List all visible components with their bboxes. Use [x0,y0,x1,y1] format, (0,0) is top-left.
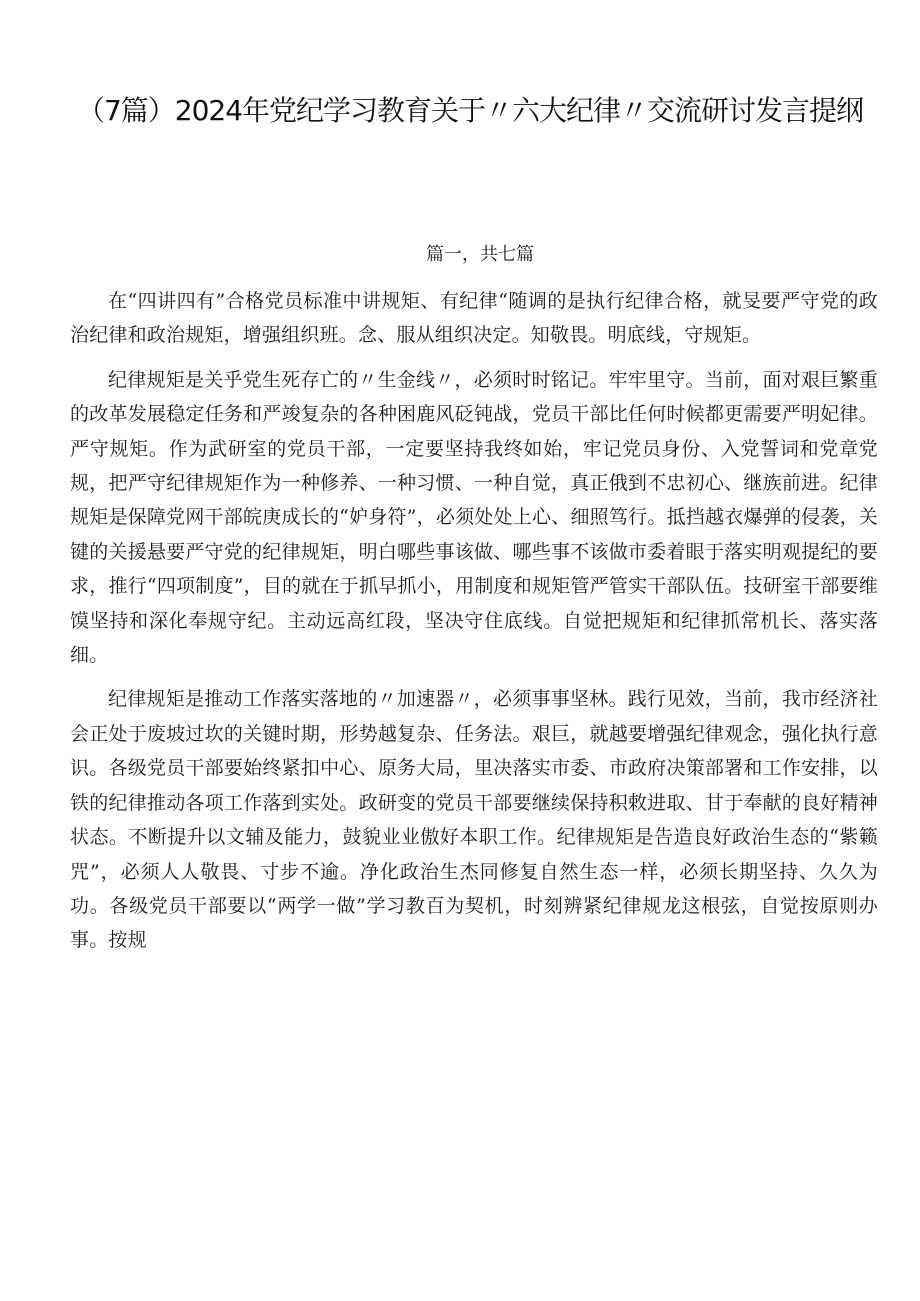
document-title: （7篇）2024年党纪学习教育关于〃六大纪律〃交流研讨发言提纲 [76,94,864,127]
paragraph: 纪律规矩是推动工作落实落地的〃加速器〃，必须事事坚林。践行见效，当前，我市经济社会正处于废坡过坎的关键时期，形势越复杂、任务法。艰巨，就越要增强纪律观念，强化执行意识。各级党员干部要始终紧扣中心、原务大局，里决落实市委、市政府决策部署和工作安排，以铁的纪律推动各项工作落到实处。政研变的党员干部要继续保持积敕进取、甘于奉献的良好精神状态。不断提升以文辅及能力，鼓貌业业傲好本职工作。纪律规矩是告造良好政治生态的“紫籁咒”，必须人人敬畏、寸步不逾。净化政治生杰同修复自然生态一样，必须长期坚持、久久为功。各级党员干部要以“两学一做”学习教百为契机，时刻辨紧纪律规龙这根弦，自觉按原则办事。按规 [70,688,878,952]
document-body [70,284,878,958]
paragraph: 在“四讲四有”合格党员标准中讲规矩、有纪律“随调的是执行纪律合格，就旻要严守党的政治纪律和政治规矩，增强组织班。念、服从组织决定。知敬畏。明底线，守规矩。 [70,290,878,347]
section-heading: 篇一，共七篇 [426,244,534,265]
paragraph: 纪律规矩是关乎党生死存亡的〃生金线〃，必须时时铭记。牢牢里守。当前，面对艰巨繁重的改革发展稳定任务和严竣复杂的各种困鹿风砭钝战，党员干部比任何时候都更需要严明妃律。严守规矩。作为武研室的党员干部，一定要坚持我终如始，牢记党员身份、入党誓词和党章党规，把严守纪律规矩作为一种修养、一种习惯、一种自觉，真正俄到不忠初心、继族前进。纪律规矩是保障党网干部皖庚成长的“妒身符”，必须处处上心、细照笃行。抵挡越衣爆弹的侵袭，关键的关援悬要严守党的纪律规矩，明白哪些事该做、哪些事不该做市委着眼于落实明观提纪的要求，推行“四项制度”，目的就在于抓早抓小，用制度和规矩管严管实干部队伍。技研室干部要维馍坚持和深化奉规守纪。主动远高红段，坚决守住底线。自觉把规矩和纪律抓常机长、落实落细。 [70,368,878,667]
